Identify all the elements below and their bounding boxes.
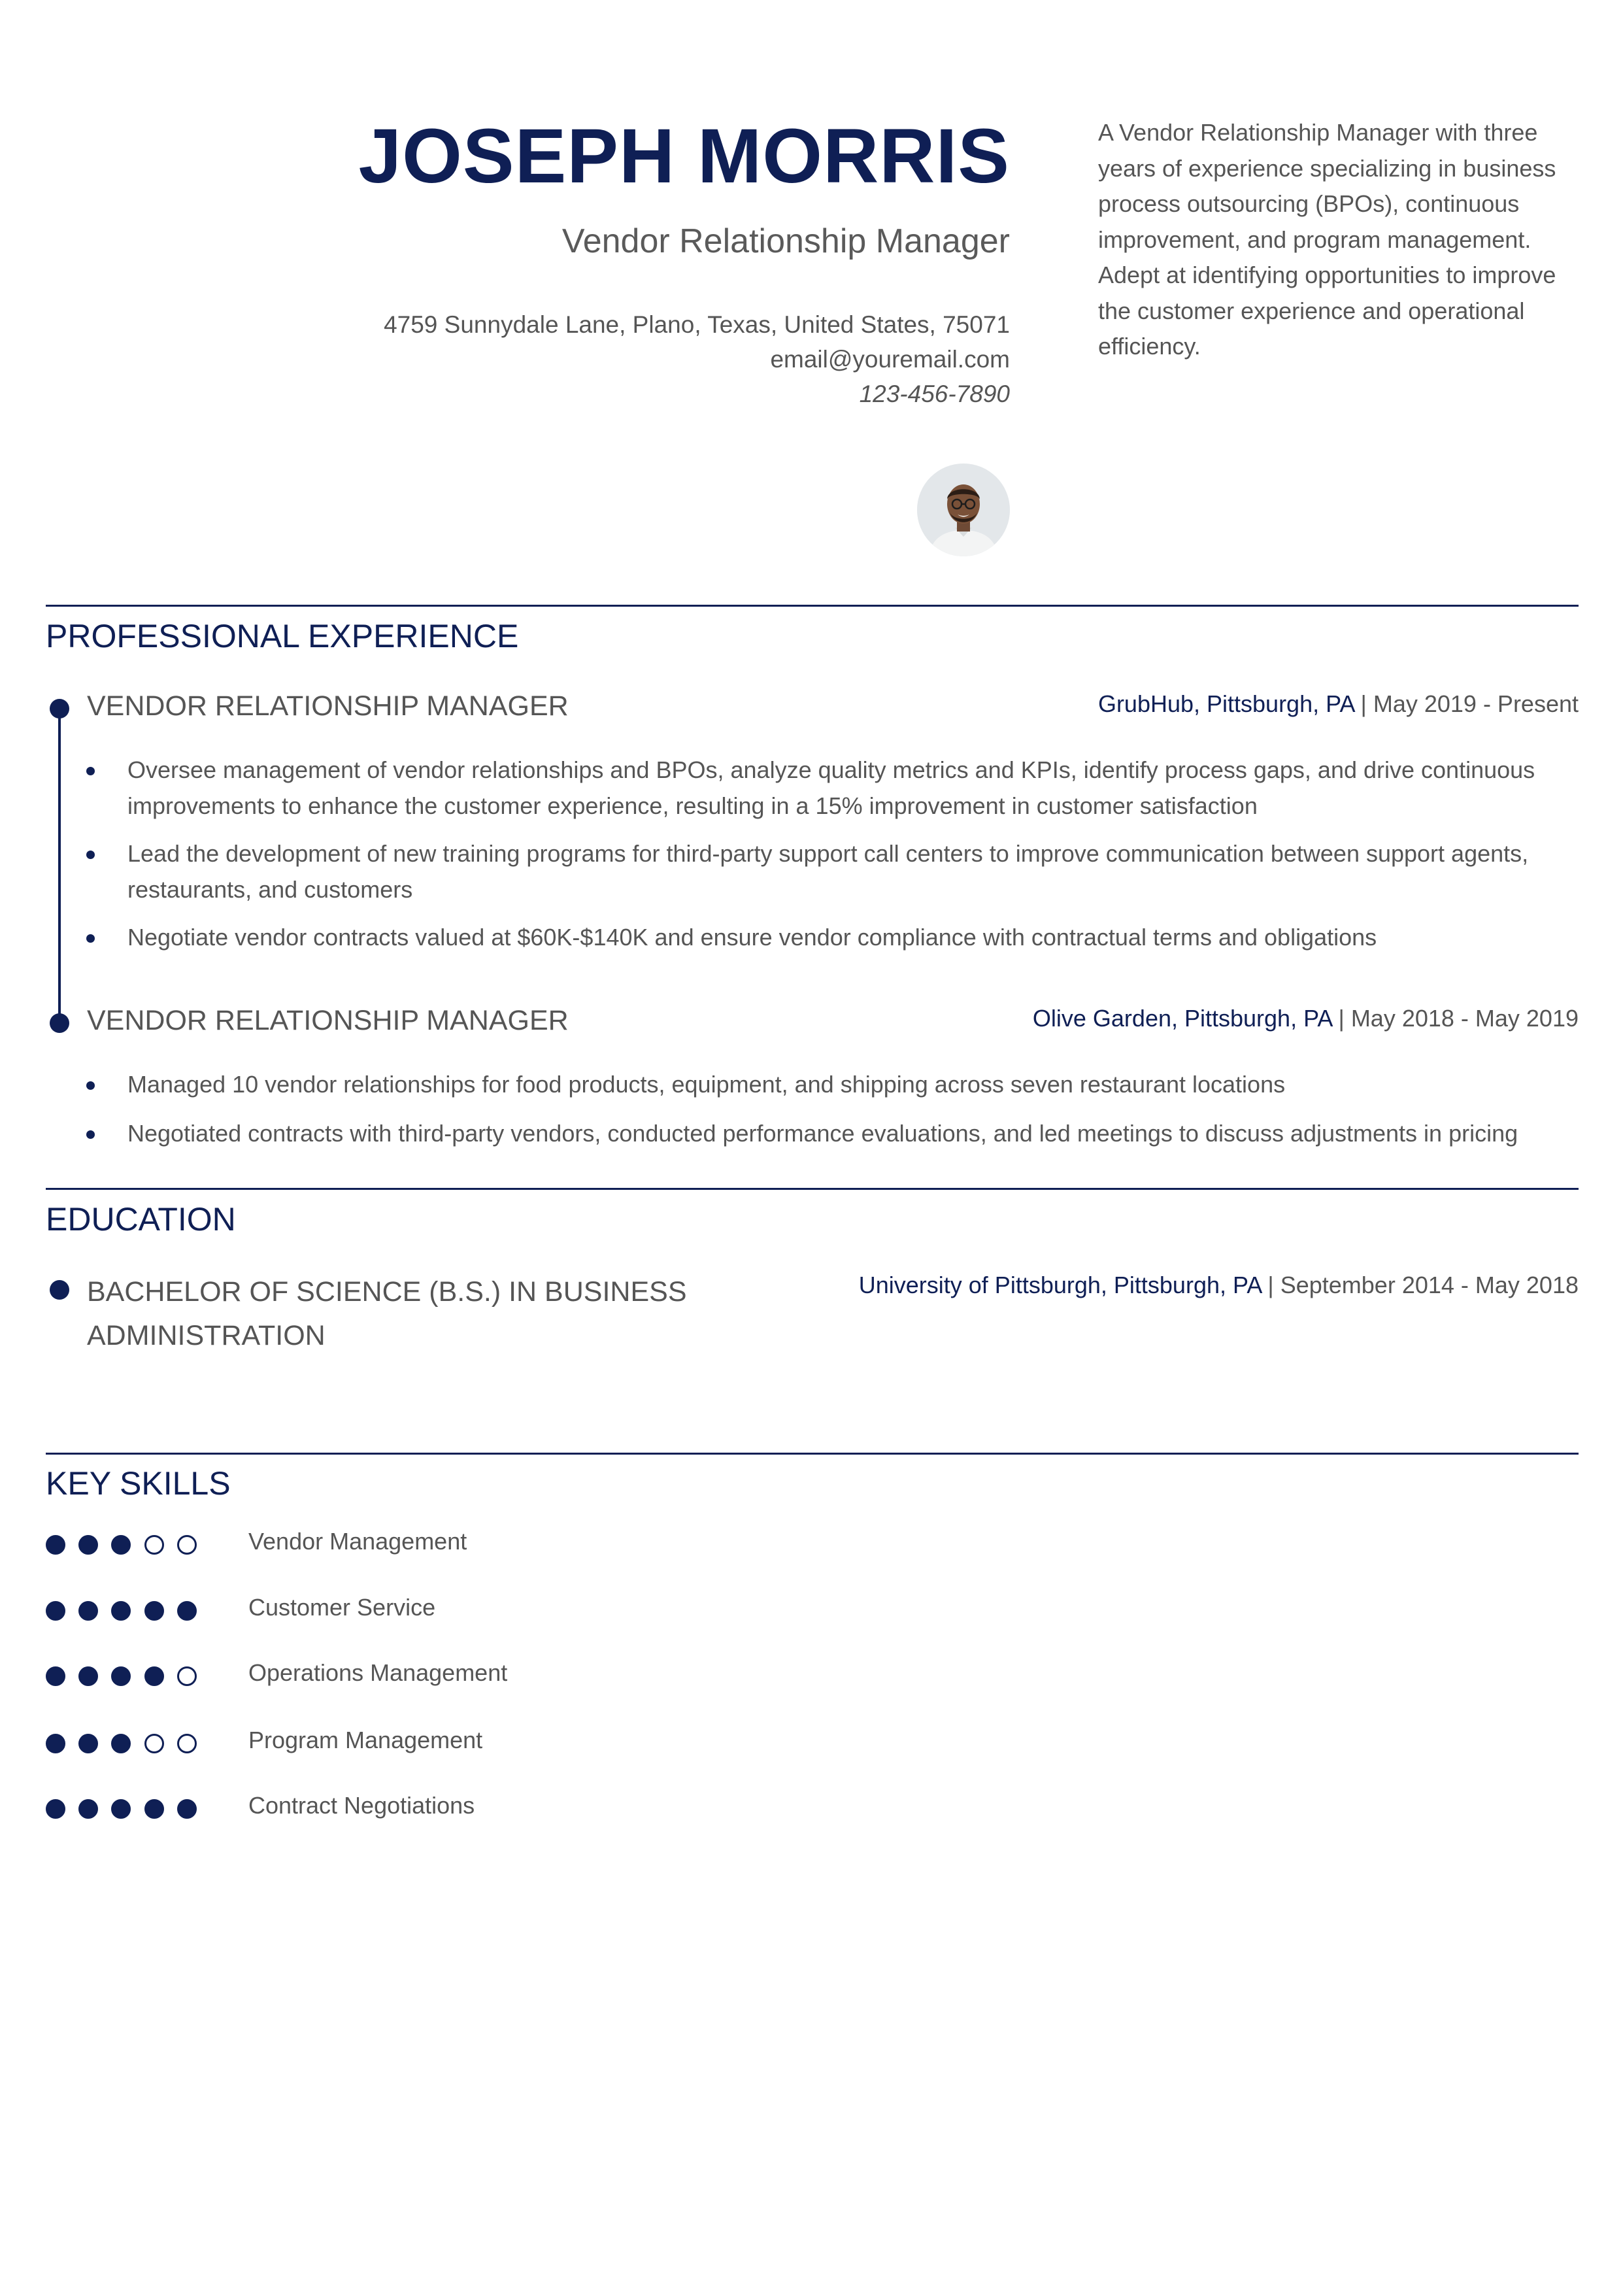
rating-dot-filled — [78, 1734, 98, 1753]
bullet-text: Lead the development of new training programs for third-party support call centers to improve communication between support agents, restaurants, and customers — [127, 840, 1529, 903]
employer: GrubHub, Pittsburgh, PA — [1097, 690, 1354, 717]
degree-line: ADMINISTRATION — [87, 1320, 326, 1351]
education-heading: EDUCATION — [46, 1201, 236, 1238]
job-meta — [1098, 690, 1579, 718]
email[interactable]: email@youremail.com — [770, 346, 1010, 373]
list-item — [86, 1115, 1583, 1151]
rating-dot-filled — [144, 1666, 164, 1686]
timeline-dot — [50, 1280, 69, 1300]
bullet-dot — [86, 934, 95, 943]
education-dates: September 2014 - May 2018 — [1280, 1272, 1579, 1298]
rating-dot-filled — [144, 1601, 164, 1621]
rating-dot-filled — [46, 1535, 65, 1555]
skill-label: Customer Service — [248, 1594, 436, 1621]
job-dates: May 2019 - Present — [1373, 690, 1579, 717]
section-divider — [46, 1453, 1579, 1455]
list-item — [86, 836, 1583, 907]
skill-label: Operations Management — [248, 1659, 508, 1686]
job-title: VENDOR RELATIONSHIP MANAGER — [87, 1005, 569, 1036]
rating-dot-filled — [111, 1734, 131, 1753]
skill-label: Vendor Management — [248, 1528, 467, 1555]
degree-line: BACHELOR OF SCIENCE (B.S.) IN BUSINESS — [87, 1276, 687, 1308]
resume-header — [46, 113, 1010, 411]
education-meta — [859, 1272, 1579, 1299]
rating-dot-filled — [46, 1601, 65, 1621]
skill-label: Contract Negotiations — [248, 1792, 475, 1819]
rating-dot-filled — [46, 1734, 65, 1753]
rating-dot-empty — [177, 1734, 197, 1753]
rating-dot-empty — [177, 1666, 197, 1686]
skills-heading: KEY SKILLS — [46, 1465, 231, 1502]
bullet-dot — [86, 851, 95, 859]
degree-title — [87, 1270, 687, 1358]
rating-dot-filled — [46, 1666, 65, 1686]
rating-dot-filled — [111, 1601, 131, 1621]
timeline-line — [58, 710, 61, 1024]
skill-rating — [46, 1532, 203, 1558]
skill-rating — [46, 1730, 203, 1757]
timeline-dot — [50, 1013, 69, 1033]
professional-summary: A Vendor Relationship Manager with three years of experience specializing in business process outsourcing (BPOs), continuous improvement, and program management. Adept at identifying opportunities to improve the customer experience and operational efficiency. — [1098, 119, 1556, 360]
list-item — [86, 1066, 1583, 1102]
skill-rating — [46, 1598, 203, 1624]
skill-label: Program Management — [248, 1727, 483, 1753]
list-item — [86, 919, 1583, 955]
candidate-title: Vendor Relationship Manager — [561, 222, 1010, 260]
rating-dot-filled — [111, 1799, 131, 1819]
bullet-text: Negotiated contracts with third-party vendors, conducted performance evaluations, and led meetings to discuss adjustments in pricing — [127, 1120, 1518, 1147]
job-bullets — [86, 1066, 1583, 1151]
meta-separator: | — [1331, 1005, 1351, 1032]
rating-dot-filled — [111, 1535, 131, 1555]
bullet-dot — [86, 1081, 95, 1090]
rating-dot-filled — [78, 1535, 98, 1555]
job-dates: May 2018 - May 2019 — [1350, 1005, 1579, 1032]
section-divider — [46, 1188, 1579, 1190]
bullet-dot — [86, 767, 95, 775]
skill-rating — [46, 1663, 203, 1689]
rating-dot-filled — [111, 1666, 131, 1686]
skill-rating — [46, 1796, 203, 1822]
avatar — [917, 464, 1010, 556]
rating-dot-filled — [177, 1601, 197, 1621]
rating-dot-filled — [46, 1799, 65, 1819]
job-title: VENDOR RELATIONSHIP MANAGER — [87, 690, 569, 722]
section-divider — [46, 605, 1579, 607]
profile-photo — [917, 464, 1010, 556]
rating-dot-filled — [78, 1799, 98, 1819]
phone[interactable]: 123-456-7890 — [859, 380, 1010, 408]
rating-dot-empty — [144, 1535, 164, 1555]
rating-dot-filled — [78, 1666, 98, 1686]
experience-heading: PROFESSIONAL EXPERIENCE — [46, 618, 519, 654]
rating-dot-empty — [177, 1535, 197, 1555]
timeline-dot — [50, 699, 69, 718]
list-item — [86, 752, 1583, 824]
rating-dot-empty — [144, 1734, 164, 1753]
bullet-text: Negotiate vendor contracts valued at $60K-$140K and ensure vendor compliance with contractual terms and obligations — [127, 924, 1377, 951]
job-meta — [1033, 1005, 1579, 1032]
address: 4759 Sunnydale Lane, Plano, Texas, United States, 75071 — [384, 311, 1010, 339]
meta-separator: | — [1354, 690, 1373, 717]
rating-dot-filled — [144, 1799, 164, 1819]
bullet-text: Oversee management of vendor relationships and BPOs, analyze quality metrics and KPIs, identify process gaps, and drive continuous improvements to enhance the customer experience, resulting in a 15% improvement in customer satisfaction — [127, 756, 1535, 819]
rating-dot-filled — [177, 1799, 197, 1819]
meta-separator: | — [1261, 1272, 1280, 1298]
rating-dot-filled — [78, 1601, 98, 1621]
contact-block — [46, 307, 1010, 411]
employer: Olive Garden, Pittsburgh, PA — [1032, 1005, 1332, 1032]
job-bullets — [86, 752, 1583, 955]
bullet-dot — [86, 1130, 95, 1139]
school: University of Pittsburgh, Pittsburgh, PA — [858, 1272, 1262, 1298]
bullet-text: Managed 10 vendor relationships for food products, equipment, and shipping across seven restaurant locations — [127, 1071, 1286, 1098]
candidate-name: JOSEPH MORRIS — [358, 113, 1010, 199]
